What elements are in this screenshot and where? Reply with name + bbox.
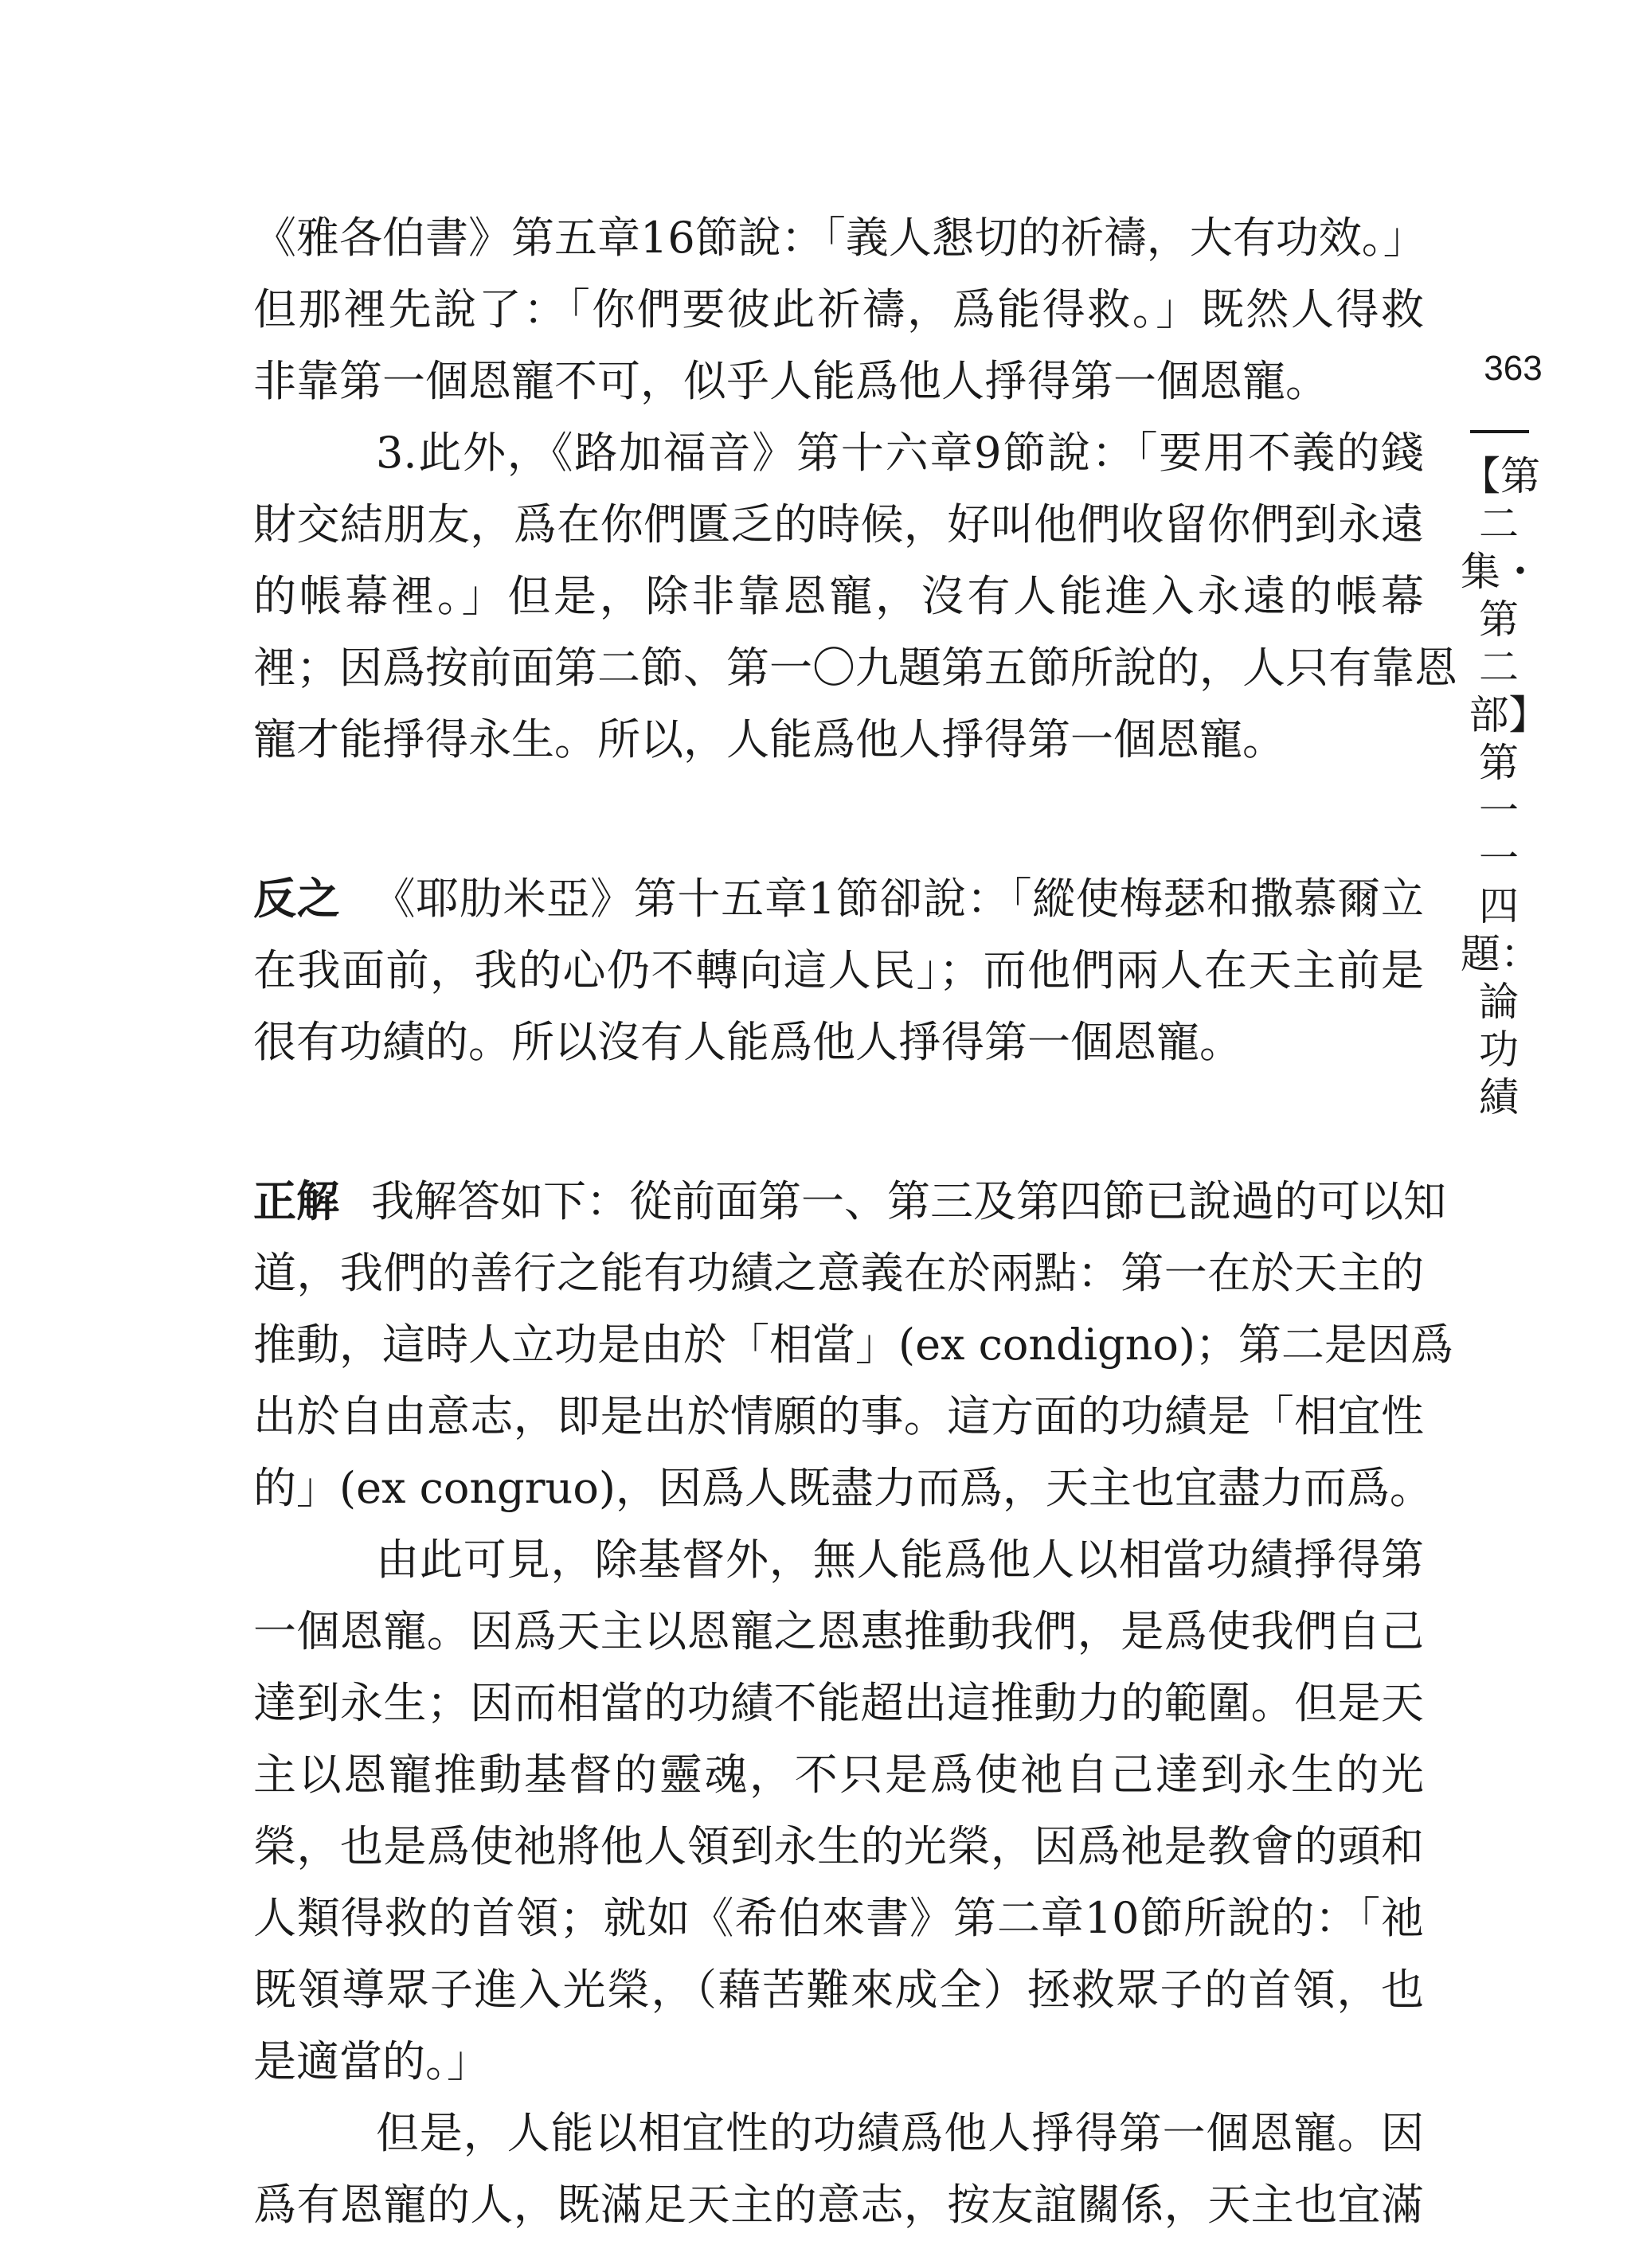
text-line: 出於自由意志，即是出於情願的事。這方面的功績是「相宜性 <box>253 1391 1424 1441</box>
respondeo-heading: 正解 <box>253 1176 339 1226</box>
body-text <box>253 202 1457 2241</box>
text-line: 榮，也是爲使祂將他人領到永生的光榮，因爲祂是教會的頭和 <box>253 1821 1424 1871</box>
text-span: 我解答如下：從前面第一、第三及第四節已說過的可以知 <box>371 1176 1446 1226</box>
text-line: 3.此外，《路加福音》第十六章9節說：「要用不義的錢 <box>376 428 1424 478</box>
text-line: 人類得救的首領；就如《希伯來書》第二章10節所說的：「祂 <box>253 1893 1424 1943</box>
page-number-rule <box>1470 430 1529 433</box>
text-line: 既領導眾子進入光榮，（藉苦難來成全）拯救眾子的首領，也 <box>253 1965 1424 2015</box>
sed-contra-line <box>253 863 1424 935</box>
text-line: 一個恩寵。因爲天主以恩寵之恩惠推動我們，是爲使我們自己 <box>253 1606 1424 1656</box>
page-number: 363 <box>1484 349 1543 388</box>
text-line: 非靠第一個恩寵不可，似乎人能爲他人掙得第一個恩寵。 <box>253 356 1328 406</box>
sed-contra-heading: 反之 <box>253 874 341 924</box>
text-line: 的帳幕裡。」但是，除非靠恩寵，沒有人能進入永遠的帳幕 <box>253 571 1424 621</box>
text-span: 《耶肋米亞》第十五章1節卻說：「縱使梅瑟和撒慕爾立 <box>372 874 1424 924</box>
text-line: 《雅各伯書》第五章16節說：「義人懇切的祈禱，大有功效。」 <box>253 213 1426 263</box>
text-line: 的」(ex congruo)，因爲人既盡力而爲，天主也宜盡力而爲。 <box>253 1463 1433 1513</box>
text-line: 是適當的。」 <box>253 2036 490 2086</box>
text-line: 很有功績的。所以沒有人能爲他人掙得第一個恩寵。 <box>253 1017 1242 1067</box>
running-head: 【第二集・第二部】第一一四題：論功績 <box>1461 453 1540 1120</box>
text-line: 由此可見，除基督外，無人能爲他人以相當功績掙得第 <box>376 1535 1424 1585</box>
text-line: 寵才能掙得永生。所以，人能爲他人掙得第一個恩寵。 <box>253 714 1285 764</box>
text-line: 財交結朋友，爲在你們匱乏的時候，好叫他們收留你們到永遠 <box>253 499 1424 549</box>
text-line: 主以恩寵推動基督的靈魂，不只是爲使祂自己達到永生的光 <box>253 1750 1424 1800</box>
text-line: 但那裡先說了：「你們要彼此祈禱，爲能得救。」既然人得救 <box>253 284 1424 334</box>
text-line: 爲有恩寵的人，既滿足天主的意志，按友誼關係，天主也宜滿 <box>253 2180 1424 2230</box>
text-line: 道，我們的善行之能有功績之意義在於兩點：第一在於天主的 <box>253 1248 1424 1298</box>
text-line: 達到永生；因而相當的功績不能超出這推動力的範圍。但是天 <box>253 1678 1424 1728</box>
text-line: 推動，這時人立功是由於「相當」(ex condigno)；第二是因爲 <box>253 1320 1453 1370</box>
text-line: 但是，人能以相宜性的功績爲他人掙得第一個恩寵。因 <box>376 2108 1424 2158</box>
text-line: 在我面前，我的心仍不轉向這人民」；而他們兩人在天主前是 <box>253 945 1424 995</box>
text-line: 裡；因爲按前面第二節、第一〇九題第五節所說的，人只有靠恩 <box>253 643 1457 693</box>
respondeo-line <box>253 1166 1446 1238</box>
